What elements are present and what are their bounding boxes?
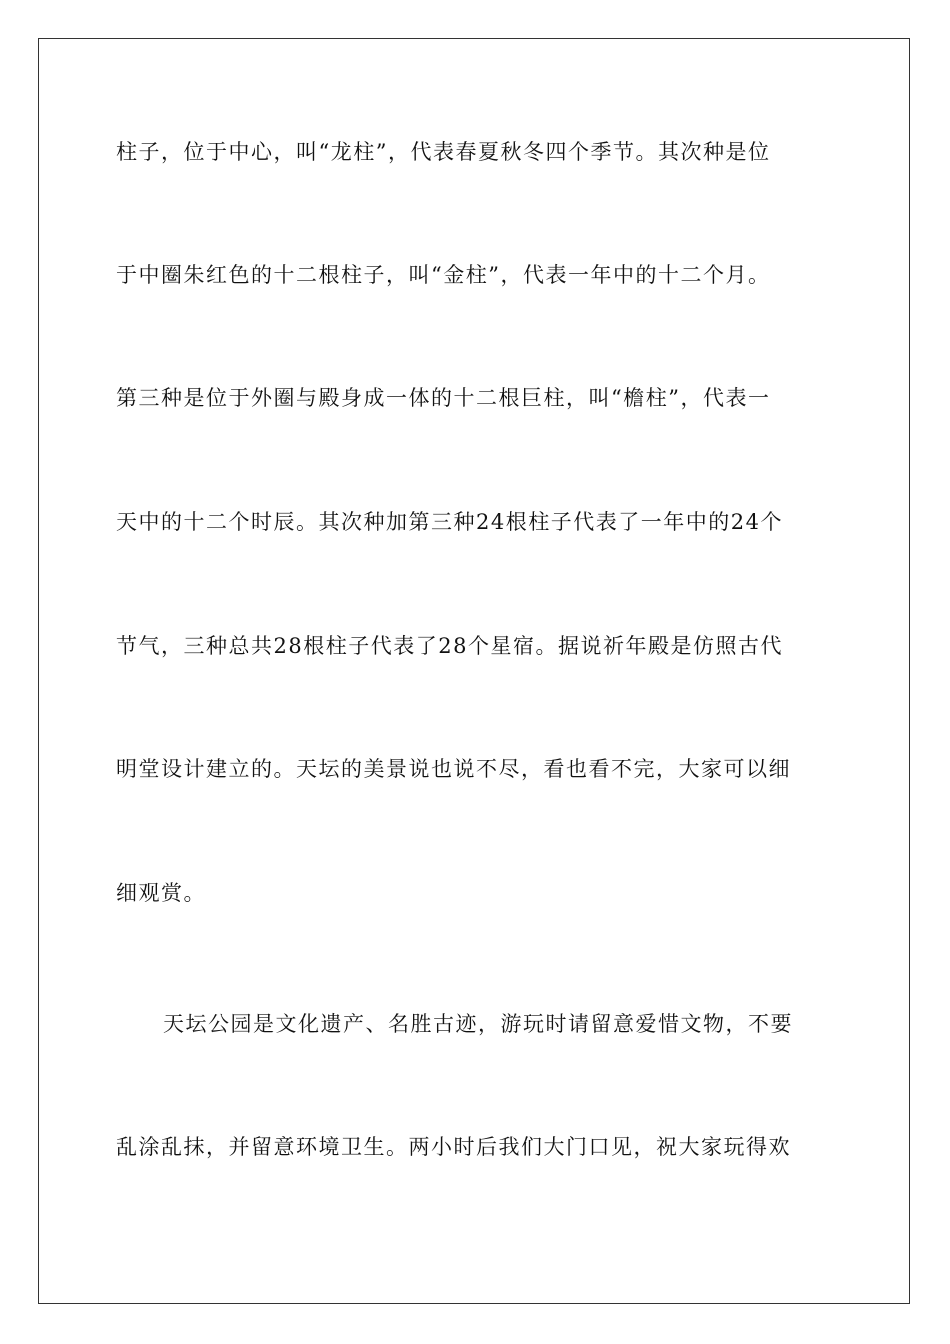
paragraph-line-9: 乱涂乱抹，并留意环境卫生。两小时后我们大门口见，祝大家玩得欢 (116, 1135, 791, 1159)
paragraph-line-7: 细观赏。 (116, 881, 206, 905)
paragraph-line-3: 第三种是位于外圈与殿身成一体的十二根巨柱，叫“檐柱”，代表一 (116, 386, 771, 410)
paragraph-line-5: 节气，三种总共28根柱子代表了28个星宿。据说祈年殿是仿照古代 (116, 634, 783, 658)
paragraph-line-8: 天坛公园是文化遗产、名胜古迹，游玩时请留意爱惜文物，不要 (163, 1012, 793, 1036)
paragraph-line-2: 于中圈朱红色的十二根柱子，叫“金柱”，代表一年中的十二个月。 (116, 263, 771, 287)
page-frame (38, 38, 910, 1304)
paragraph-line-1: 柱子，位于中心，叫“龙柱”，代表春夏秋冬四个季节。其次种是位 (116, 140, 771, 164)
paragraph-line-4: 天中的十二个时辰。其次种加第三种24根柱子代表了一年中的24个 (116, 510, 783, 534)
paragraph-line-6: 明堂设计建立的。天坛的美景说也说不尽，看也看不完，大家可以细 (116, 757, 791, 781)
